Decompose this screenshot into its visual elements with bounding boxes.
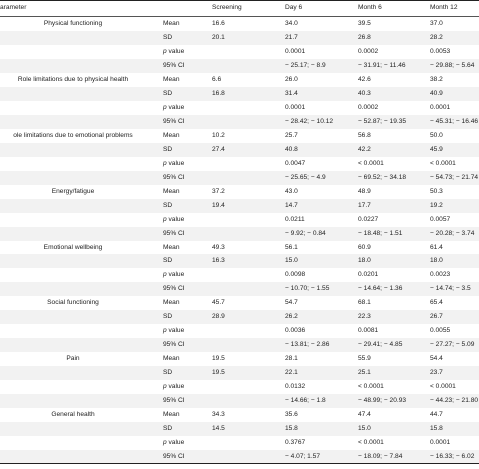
row-statistic: Mean: [163, 187, 180, 195]
row-day6: 31.4: [285, 89, 298, 97]
row-screening: 19.5: [212, 369, 225, 377]
row-month6: 48.9: [358, 187, 371, 195]
table-header-row: [0, 1, 479, 17]
row-day6: 56.1: [285, 243, 298, 251]
row-screening: 16.3: [212, 257, 225, 265]
row-month12: 23.7: [430, 369, 443, 377]
row-month6: < 0.0001: [358, 383, 384, 391]
row-statistic: Mean: [163, 243, 180, 251]
row-month6: − 14.64; − 1.36: [358, 285, 403, 293]
row-screening: 27.4: [212, 145, 225, 153]
row-day6: 0.3767: [285, 439, 306, 447]
row-screening: 19.4: [212, 201, 225, 209]
row-month12: 0.0023: [430, 271, 451, 279]
table-row: [0, 380, 479, 394]
row-day6: − 13.81; − 2.86: [285, 341, 330, 349]
row-month12: − 54.73; − 21.74: [430, 173, 479, 181]
header-month6: Month 6: [358, 4, 382, 11]
row-month6: 17.7: [358, 201, 371, 209]
row-parameter: Physical functioning: [43, 20, 103, 27]
table-row: [0, 450, 479, 464]
table-row: [0, 199, 479, 213]
table-row: [0, 115, 479, 129]
row-day6: − 14.66; − 1.8: [285, 397, 326, 405]
row-statistic: SD: [163, 89, 173, 97]
table-row: [0, 227, 479, 241]
row-parameter: Social functioning: [47, 299, 99, 307]
row-parameter: General health: [51, 411, 95, 419]
row-month6: < 0.0001: [358, 159, 384, 167]
row-month12: 40.9: [430, 89, 443, 97]
table-row: [0, 324, 479, 338]
row-month12: 50.3: [430, 187, 443, 195]
row-month12: 18.0: [430, 257, 443, 265]
row-month12: 50.0: [430, 131, 443, 139]
row-day6: 0.0098: [285, 271, 306, 279]
row-month6: 40.3: [358, 89, 371, 97]
row-month12: 38.2: [430, 75, 443, 83]
row-day6: 43.0: [285, 187, 298, 195]
table-row: [0, 338, 479, 352]
row-day6: − 28.42; − 10.12: [285, 117, 334, 125]
table-row: [0, 143, 479, 157]
row-month6: − 52.87; − 19.35: [358, 117, 407, 125]
row-statistic: p value: [163, 271, 185, 279]
row-month6: 42.6: [358, 75, 371, 83]
row-day6: − 10.70; − 1.55: [285, 285, 330, 293]
table-row: [0, 254, 479, 268]
row-statistic: SD: [163, 313, 173, 321]
row-month6: 56.8: [358, 131, 371, 139]
row-month6: − 69.52; − 34.18: [358, 173, 407, 181]
table-row: [0, 129, 479, 143]
row-month12: 0.0053: [430, 47, 451, 55]
table-row: [0, 268, 479, 282]
row-parameter: Emotional wellbeing: [43, 243, 103, 251]
table-row: [0, 366, 479, 380]
row-statistic: 95% CI: [163, 453, 185, 461]
table-row: [0, 17, 479, 31]
table-bottom-rule: [0, 463, 479, 464]
row-month12: 44.7: [430, 411, 443, 419]
row-month6: 39.5: [358, 20, 371, 27]
row-month12: − 14.74; − 3.5: [430, 285, 471, 293]
row-month12: 65.4: [430, 299, 443, 307]
row-screening: 45.7: [212, 299, 225, 307]
row-parameter: Energy/fatigue: [51, 187, 95, 195]
row-month12: − 44.23; − 21.80: [430, 397, 479, 405]
row-day6: 28.1: [285, 355, 298, 363]
row-screening: 6.6: [212, 75, 222, 83]
row-day6: 14.7: [285, 201, 298, 209]
row-day6: − 4.07; 1.57: [285, 453, 321, 461]
row-day6: 0.0132: [285, 383, 306, 391]
table-row: [0, 394, 479, 408]
row-day6: 35.6: [285, 411, 298, 419]
table-row: [0, 352, 479, 366]
row-screening: 20.1: [212, 33, 225, 41]
row-day6: 15.8: [285, 425, 298, 433]
row-statistic: 95% CI: [163, 61, 185, 69]
row-screening: 34.3: [212, 411, 225, 419]
row-month12: − 29.88; − 5.64: [430, 61, 475, 69]
header-screening: Screening: [212, 4, 242, 11]
row-screening: 28.9: [212, 313, 225, 321]
row-month12: 54.4: [430, 355, 443, 363]
row-statistic: 95% CI: [163, 117, 185, 125]
row-statistic: SD: [163, 33, 173, 41]
row-day6: 54.7: [285, 299, 298, 307]
row-month12: 61.4: [430, 243, 443, 251]
row-screening: 37.2: [212, 187, 225, 195]
row-statistic: Mean: [163, 131, 180, 139]
header-parameter: arameter: [0, 4, 27, 11]
row-day6: 25.7: [285, 131, 298, 139]
row-month6: 18.0: [358, 257, 371, 265]
row-statistic: 95% CI: [163, 397, 185, 405]
row-month12: 26.7: [430, 313, 443, 321]
table-row: [0, 213, 479, 227]
row-month12: 19.2: [430, 201, 443, 209]
table-row: [0, 101, 479, 115]
row-screening: 19.5: [212, 355, 225, 363]
table-row: [0, 157, 479, 171]
row-month6: 0.0227: [358, 215, 379, 223]
row-screening: 49.3: [212, 243, 225, 251]
row-screening: 16.6: [212, 20, 225, 27]
row-month6: 47.4: [358, 411, 371, 419]
row-day6: 0.0001: [285, 103, 306, 111]
row-statistic: p value: [163, 47, 185, 55]
row-month6: < 0.0001: [358, 439, 384, 447]
row-day6: 21.7: [285, 33, 298, 41]
row-statistic: 95% CI: [163, 229, 185, 237]
row-month6: 26.8: [358, 33, 371, 41]
row-month6: − 29.41; − 4.85: [358, 341, 403, 349]
row-statistic: Mean: [163, 355, 180, 363]
row-screening: 14.5: [212, 425, 225, 433]
row-statistic: SD: [163, 257, 173, 265]
row-screening: 16.8: [212, 89, 225, 97]
header-month12: Month 12: [430, 4, 458, 11]
row-month12: − 16.33; − 6.02: [430, 453, 475, 461]
row-month6: 68.1: [358, 299, 371, 307]
row-statistic: SD: [163, 201, 173, 209]
table-row: [0, 87, 479, 101]
row-statistic: p value: [163, 215, 185, 223]
row-month12: < 0.0001: [430, 159, 456, 167]
table-row: [0, 185, 479, 199]
row-statistic: p value: [163, 159, 185, 167]
row-month12: 0.0001: [430, 439, 451, 447]
row-month12: < 0.0001: [430, 383, 456, 391]
row-day6: 26.0: [285, 75, 298, 83]
row-month6: 15.0: [358, 425, 371, 433]
table-row: [0, 73, 479, 87]
row-month6: 0.0201: [358, 271, 379, 279]
row-parameter: Role limitations due to physical health: [17, 75, 129, 83]
row-month6: − 31.91; − 11.46: [358, 61, 406, 69]
row-month12: − 45.31; − 16.46: [430, 117, 479, 125]
row-day6: − 9.92; − 0.84: [285, 229, 326, 237]
row-month6: 0.0081: [358, 327, 379, 335]
row-month6: − 48.99; − 20.93: [358, 397, 407, 405]
row-parameter: ole limitations due to emotional problems: [13, 131, 133, 139]
table-row: [0, 436, 479, 450]
table-row: [0, 45, 479, 59]
row-statistic: 95% CI: [163, 341, 185, 349]
row-statistic: p value: [163, 103, 185, 111]
row-month6: 55.9: [358, 355, 371, 363]
row-month6: 42.2: [358, 145, 371, 153]
row-screening: 10.2: [212, 131, 225, 139]
row-month12: 15.8: [430, 425, 443, 433]
row-day6: 40.8: [285, 145, 298, 153]
row-day6: 15.0: [285, 257, 298, 265]
row-month12: 45.9: [430, 145, 443, 153]
row-month6: − 18.09; − 7.84: [358, 453, 403, 461]
row-month6: 0.0002: [358, 103, 379, 111]
row-day6: 34.0: [285, 20, 298, 27]
row-statistic: p value: [163, 383, 185, 391]
table-row: [0, 282, 479, 296]
row-statistic: Mean: [163, 299, 180, 307]
table-row: [0, 171, 479, 185]
row-month6: 22.3: [358, 313, 371, 321]
row-day6: 0.0047: [285, 159, 306, 167]
row-statistic: 95% CI: [163, 285, 185, 293]
row-day6: 0.0211: [285, 215, 305, 223]
row-statistic: Mean: [163, 411, 180, 419]
row-month12: 0.0001: [430, 103, 451, 111]
table-row: [0, 310, 479, 324]
row-statistic: p value: [163, 327, 185, 335]
row-day6: − 25.17; − 8.9: [285, 61, 326, 69]
row-statistic: p value: [163, 439, 185, 447]
row-parameter: Pain: [66, 355, 80, 363]
table-row: [0, 59, 479, 73]
row-month6: − 18.48; − 1.51: [358, 229, 403, 237]
row-statistic: SD: [163, 425, 173, 433]
table-row: [0, 422, 479, 436]
table-row: [0, 241, 479, 255]
row-month12: 0.0055: [430, 327, 451, 335]
table-row: [0, 31, 479, 45]
row-day6: − 25.65; − 4.9: [285, 173, 326, 181]
row-month12: 37.0: [430, 20, 443, 27]
row-month12: − 27.27; − 5.09: [430, 341, 475, 349]
header-day6: Day 6: [285, 4, 303, 11]
row-day6: 26.2: [285, 313, 298, 321]
row-statistic: Mean: [163, 20, 180, 27]
row-month12: − 20.28; − 3.74: [430, 229, 475, 237]
row-statistic: Mean: [163, 75, 180, 83]
row-statistic: SD: [163, 369, 173, 377]
row-month6: 25.1: [358, 369, 371, 377]
table-row: [0, 296, 479, 310]
row-day6: 22.1: [285, 369, 298, 377]
row-month12: 28.2: [430, 33, 443, 41]
row-statistic: SD: [163, 145, 173, 153]
row-statistic: 95% CI: [163, 173, 185, 181]
table-row: [0, 408, 479, 422]
row-day6: 0.0001: [285, 47, 306, 55]
row-month6: 60.9: [358, 243, 371, 251]
row-month6: 0.0002: [358, 47, 379, 55]
row-month12: 0.0057: [430, 215, 451, 223]
row-day6: 0.0036: [285, 327, 306, 335]
